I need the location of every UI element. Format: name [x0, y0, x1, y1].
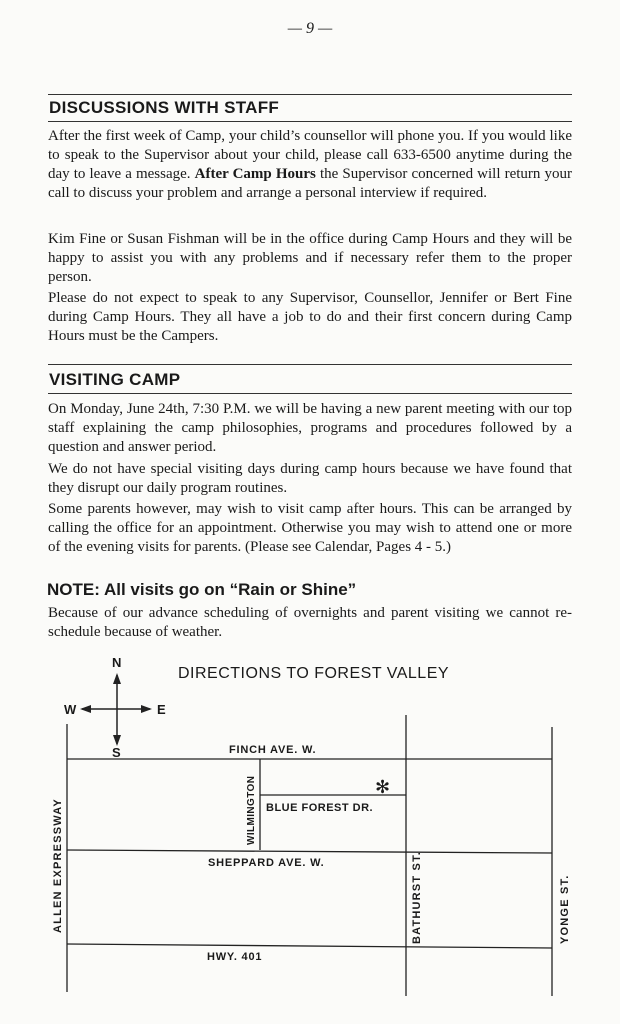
visiting-paragraph-2: We do not have special visiting days during camp hours because we have found that they disrupt our daily program routines.	[48, 461, 572, 496]
map-title: DIRECTIONS TO FOREST VALLEY	[178, 665, 450, 682]
label-sheppard: SHEPPARD AVE. W.	[208, 857, 325, 869]
label-blue-forest: BLUE FOREST DR.	[266, 802, 374, 814]
section-rule-bottom	[48, 393, 572, 394]
section-rule-top	[48, 364, 572, 365]
label-yonge: YONGE ST.	[559, 874, 571, 944]
page-number: — 9 —	[287, 20, 333, 37]
section-heading-discussions: DISCUSSIONS WITH STAFF	[49, 98, 280, 117]
label-wilmington: WILMINGTON	[246, 775, 257, 845]
west-arrow-icon	[80, 705, 91, 713]
north-arrow-icon	[113, 673, 121, 684]
compass-west: W	[64, 702, 77, 717]
section-rule-top	[48, 94, 572, 95]
visiting-note: NOTE: All visits go on “Rain or Shine”	[47, 580, 357, 599]
road-sheppard	[67, 850, 552, 853]
east-arrow-icon	[141, 705, 152, 713]
visiting-paragraph-4: Because of our advance scheduling of overnights and parent visiting we cannot re-schedule because of weather.	[48, 605, 572, 640]
compass-rose	[64, 655, 166, 760]
directions-map	[0, 650, 620, 1024]
label-bathurst: BATHURST ST.	[411, 850, 423, 944]
label-hwy-401: HWY. 401	[207, 951, 263, 963]
compass-south: S	[112, 745, 121, 760]
discussions-paragraph-3: Please do not expect to speak to any Supervisor, Counsellor, Jennifer or Bert Fine during Camp Hours. They all have a job to do and their first concern during Camp Hours must be the Campers.	[48, 290, 572, 344]
compass-north: N	[112, 655, 122, 670]
visiting-paragraph-1: On Monday, June 24th, 7:30 P.M. we will be having a new parent meeting with our top staff explaining the camp philosophies, programs and procedures followed by a question and answer period.	[48, 401, 572, 455]
section-heading-visiting: VISITING CAMP	[49, 370, 181, 389]
camp-location-icon: ✻	[375, 777, 391, 797]
compass-east: E	[157, 702, 166, 717]
discussions-paragraph-1: After the first week of Camp, your child’s counsellor will phone you. If you would like to speak to the Supervisor about your child, please call 633-6500 anytime during the day to leave a message. After Camp Hours the Supervisor concerned will return your call to discuss your problem and arrange a personal interview if required.	[48, 128, 572, 201]
label-allen: ALLEN EXPRESSWAY	[52, 798, 64, 933]
visiting-paragraph-3: Some parents however, may wish to visit camp after hours. This can be arranged by calling the office for an appointment. Otherwise you may wish to attend one or more of the evening visits for parents. (Please see Calendar, Pages 4 - 5.)	[48, 501, 572, 555]
section-rule-bottom	[48, 121, 572, 122]
label-finch: FINCH AVE. W.	[229, 744, 317, 756]
discussions-paragraph-2: Kim Fine or Susan Fishman will be in the office during Camp Hours and they will be happy to assist you with any problems and if necessary refer them to the proper person.	[48, 231, 572, 285]
road-hwy-401	[67, 944, 552, 948]
